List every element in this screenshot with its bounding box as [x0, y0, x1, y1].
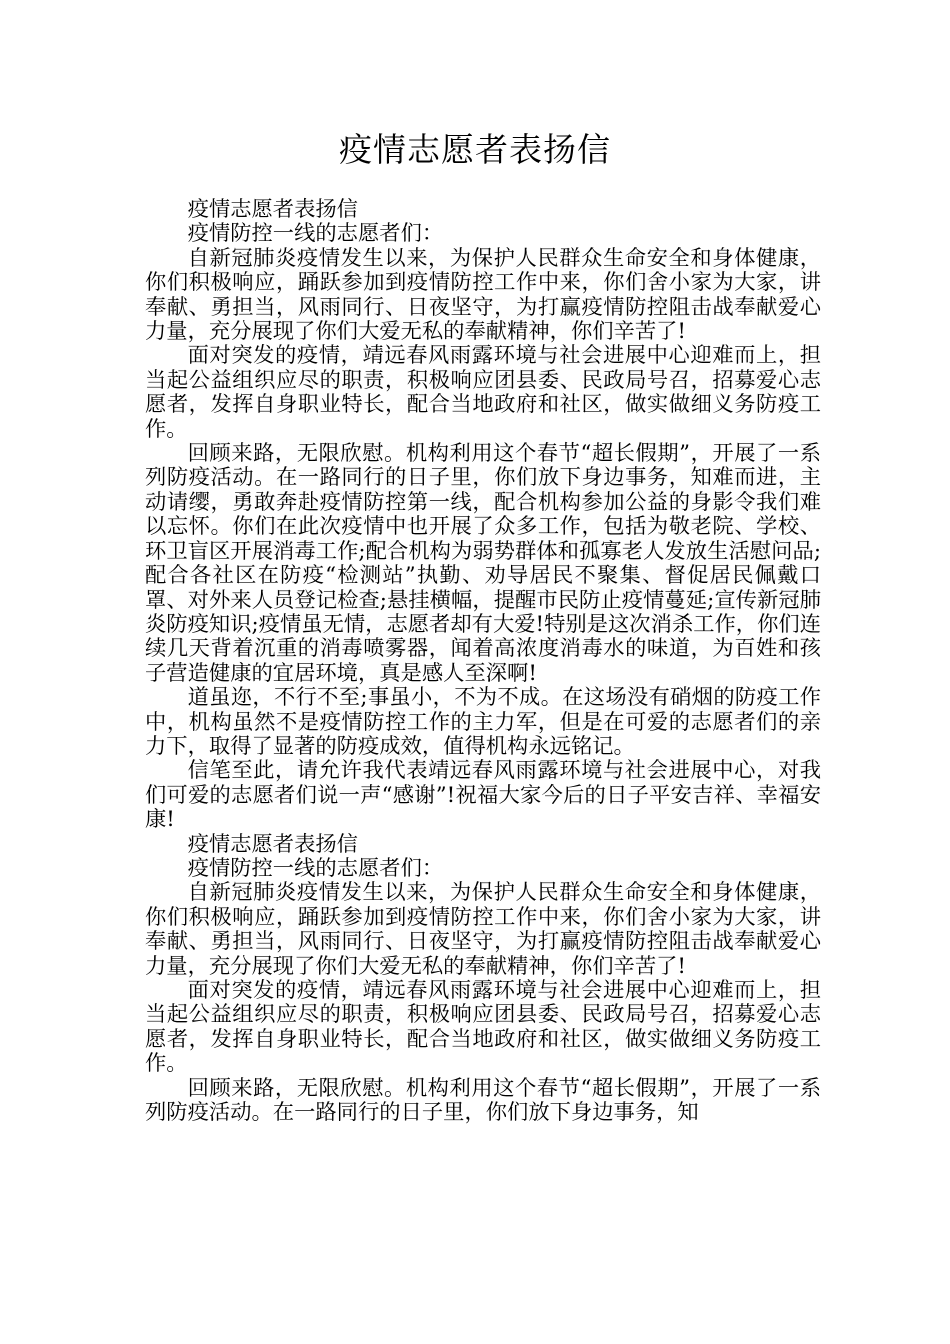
- document-title: 疫情志愿者表扬信: [339, 130, 611, 169]
- paragraph: 面对突发的疫情，靖远春风雨露环境与社会进展中心迎难而上，担当起公益组织应尽的职责，积极响应团县委、民政局号召，招募爱心志愿者，发挥自身职业特长，配合当地政府和社区，做实做细义务防疫工作。: [145, 343, 821, 442]
- paragraph: 面对突发的疫情，靖远春风雨露环境与社会进展中心迎难而上，担当起公益组织应尽的职责，积极响应团县委、民政局号召，招募爱心志愿者，发挥自身职业特长，配合当地政府和社区，做实做细义务防疫工作。: [145, 978, 821, 1077]
- paragraph: 回顾来路，无限欣慰。机构利用这个春节“超长假期”，开展了一系列防疫活动。在一路同行的日子里，你们放下身边事务，知难而进，主动请缨，勇敢奔赴疫情防控第一线，配合机构参加公益的身影令我们难以忘怀。你们在此次疫情中也开展了众多工作，包括为敬老院、学校、环卫盲区开展消毒工作;配合机构为弱势群体和孤寡老人发放生活慰问品;配合各社区在防疫“检测站”执勤、劝导居民不聚集、督促居民佩戴口罩、对外来人员登记检查;悬挂横幅，提醒市民防止疫情蔓延;宣传新冠肺炎防疫知识;疫情虽无情，志愿者却有大爱!特别是这次消杀工作，你们连续几天背着沉重的消毒喷雾器，闻着高浓度消毒水的味道，为百姓和孩子营造健康的宜居环境，真是感人至深啊!: [145, 441, 821, 686]
- paragraph: 自新冠肺炎疫情发生以来，为保护人民群众生命安全和身体健康，你们积极响应，踊跃参加到疫情防控工作中来，你们舍小家为大家，讲奉献、勇担当，风雨同行、日夜坚守，为打赢疫情防控阻击战奉献爱心力量，充分展现了你们大爱无私的奉献精神，你们辛苦了!: [145, 880, 821, 979]
- paragraph: 道虽迩，不行不至;事虽小，不为不成。在这场没有硝烟的防疫工作中，机构虽然不是疫情防控工作的主力军，但是在可爱的志愿者们的亲力下，取得了显著的防疫成效，值得机构永远铭记。: [145, 685, 821, 759]
- paragraph: 疫情志愿者表扬信: [187, 831, 358, 857]
- paragraph: 疫情防控一线的志愿者们：: [187, 855, 444, 881]
- paragraph: 自新冠肺炎疫情发生以来，为保护人民群众生命安全和身体健康，你们积极响应，踊跃参加到疫情防控工作中来，你们舍小家为大家，讲奉献、勇担当，风雨同行、日夜坚守，为打赢疫情防控阻击战奉献爱心力量，充分展现了你们大爱无私的奉献精神，你们辛苦了!: [145, 245, 821, 345]
- paragraph: 回顾来路，无限欣慰。机构利用这个春节“超长假期”，开展了一系列防疫活动。在一路同行的日子里，你们放下身边事务，知: [145, 1075, 821, 1126]
- paragraph: 信笔至此，请允许我代表靖远春风雨露环境与社会进展中心，对我们可爱的志愿者们说一声“感谢”!祝福大家今后的日子平安吉祥、幸福安康!: [145, 758, 821, 833]
- document-body: [145, 198, 821, 1125]
- paragraph: 疫情志愿者表扬信: [187, 197, 358, 222]
- paragraph: 疫情防控一线的志愿者们：: [187, 221, 444, 247]
